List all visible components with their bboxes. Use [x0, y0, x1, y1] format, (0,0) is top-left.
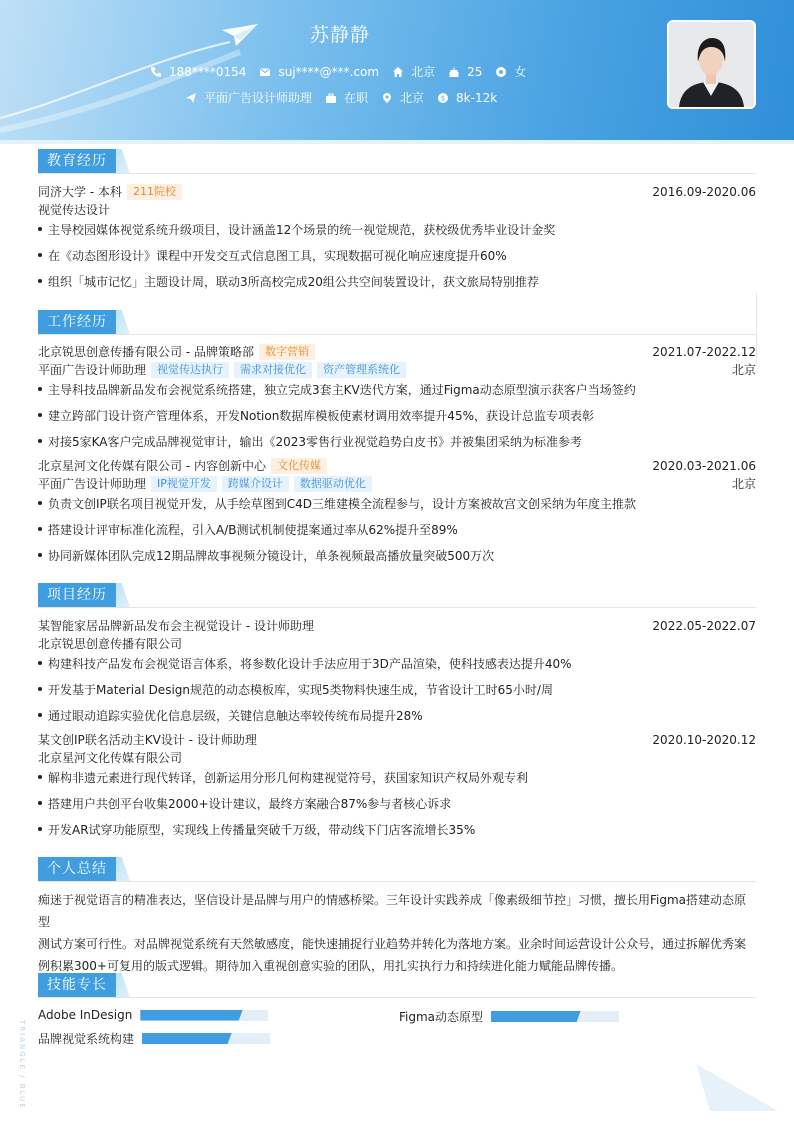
position-item — [185, 89, 312, 106]
skill-name: Figma动态原型 — [399, 1010, 484, 1024]
section-title-project — [38, 583, 130, 607]
project-header-row — [38, 731, 756, 748]
section-label: 技能专长 — [38, 973, 116, 997]
gender-icon — [495, 66, 507, 78]
phone-text: 188****0154 — [169, 64, 247, 79]
skill-name: Adobe InDesign — [38, 1008, 133, 1022]
section-title-education — [38, 149, 130, 173]
skill-tag: 需求对接优化 — [234, 362, 312, 378]
section-title-tail — [116, 973, 130, 997]
candidate-name: 苏静静 — [309, 24, 370, 46]
major-name: 视觉传达设计 — [38, 203, 111, 217]
gender-item — [495, 63, 526, 80]
section-divider — [38, 881, 756, 882]
work-location: 北京 — [731, 363, 756, 377]
project-title: 某智能家居品牌新品发布会主视觉设计 - 设计师助理 — [38, 619, 314, 633]
list-item: 解构非遗元素进行现代转译，创新运用分形几何构建视觉符号，获国家知识产权局外观专利 — [38, 769, 756, 786]
section-label: 教育经历 — [38, 149, 116, 173]
industry-tag: 数字营销 — [259, 344, 315, 360]
list-item: 主导科技品牌新品发布会视觉系统搭建，独立完成3套主KV迭代方案，通过Figma动态原型演示获客户当场签约 — [38, 381, 756, 398]
list-item: 主导校园媒体视觉系统升级项目，设计涵盖12个场景的统一视觉规范，获校级优秀毕业设计金奖 — [38, 221, 756, 238]
list-item: 负责文创IP联名项目视觉开发，从手绘草图到C4D三维建模全流程参与，设计方案被故宫文创采纳为年度主推款 — [38, 495, 756, 512]
location-icon — [381, 92, 393, 104]
work-role-row — [38, 475, 756, 492]
work-date: 2020.03-2021.06 — [652, 458, 756, 473]
phone-icon — [150, 66, 162, 78]
work-header-row — [38, 457, 756, 474]
svg-text:$: $ — [440, 94, 446, 102]
job-intent-row — [185, 89, 510, 106]
project-org-row — [38, 749, 756, 766]
phone-item — [150, 65, 246, 79]
list-item: 搭建用户共创平台收集2000+设计建议，最终方案融合87%参与者核心诉求 — [38, 795, 756, 812]
decorative-vertical-line — [756, 292, 757, 364]
salary-text: 8k-12k — [456, 90, 498, 105]
skill-tag: IP视觉开发 — [151, 476, 217, 492]
summary-line: 测试方案可行性。对品牌视觉系统有天然敏感度，能快速捕捉行业趋势并转化为落地方案。业余时间运营设计公众号，通过拆解优秀案 — [38, 937, 747, 951]
list-item: 在《动态图形设计》课程中开发交互式信息图工具，实现数据可视化响应速度提升60% — [38, 247, 756, 264]
project-header-row — [38, 617, 756, 634]
project-date: 2020.10-2020.12 — [652, 732, 756, 747]
email-item — [259, 65, 379, 79]
work-date: 2021.07-2022.12 — [652, 344, 756, 359]
skill-bar — [140, 1010, 268, 1021]
status-item — [325, 89, 368, 106]
skill-bar — [491, 1011, 619, 1022]
section-title-tail — [116, 149, 130, 173]
section-label: 个人总结 — [38, 857, 116, 881]
corner-triangle-decoration — [696, 1064, 786, 1114]
target-city-text: 北京 — [400, 91, 425, 105]
position-text: 平面广告设计师助理 — [204, 91, 313, 105]
contact-row — [150, 63, 539, 80]
list-item: 协同新媒体团队完成12期品牌故事视频分镜设计，单条视频最高播放量突破500万次 — [38, 547, 756, 564]
age-item — [448, 65, 482, 79]
school-tag: 211院校 — [127, 184, 182, 200]
portrait-image — [669, 22, 754, 107]
list-item: 组织「城市记忆」主题设计周，联动3所高校完成20组公共空间装置设计，获文旅局特别推荐 — [38, 273, 756, 290]
briefcase-icon — [325, 92, 337, 104]
skill-item — [38, 1008, 268, 1022]
list-item: 构建科技产品发布会视觉语言体系，将参数化设计手法应用于3D产品渲染，使科技感表达提升40% — [38, 655, 756, 672]
skill-bar-fill — [140, 1010, 242, 1021]
work-role-row — [38, 361, 756, 378]
skill-bar-fill — [491, 1011, 581, 1022]
work-location: 北京 — [731, 477, 756, 491]
skill-item — [38, 1030, 270, 1047]
major-row — [38, 201, 756, 218]
side-watermark-text: TRIANGLE / BLUE — [18, 1020, 26, 1110]
cake-icon — [448, 66, 460, 78]
list-item: 对接5家KA客户完成品牌视觉审计，输出《2023零售行业视觉趋势白皮书》并被集团采纳为标准参考 — [38, 433, 756, 450]
list-item: 开发基于Material Design规范的动态模板库，实现5类物料快速生成，节省设计工时65小时/周 — [38, 681, 756, 698]
skill-item — [399, 1008, 619, 1025]
section-label: 项目经历 — [38, 583, 116, 607]
role-name: 平面广告设计师助理 — [38, 363, 147, 377]
city-item — [392, 63, 435, 80]
work-header-row — [38, 343, 756, 360]
age-text: 25 — [467, 64, 483, 79]
company-name: 北京锐思创意传播有限公司 - 品牌策略部 — [38, 345, 254, 359]
section-title-work — [38, 310, 130, 334]
send-icon — [185, 92, 197, 104]
education-date: 2016.09-2020.06 — [652, 184, 756, 199]
section-divider — [38, 173, 756, 174]
header-band — [0, 140, 794, 144]
project-org-row — [38, 635, 756, 652]
project-org: 北京锐思创意传播有限公司 — [38, 637, 183, 651]
project-org: 北京星河文化传媒有限公司 — [38, 751, 183, 765]
skill-name: 品牌视觉系统构建 — [38, 1032, 135, 1046]
email-text: suj****@***.com — [278, 64, 380, 79]
section-title-skills — [38, 973, 130, 997]
skill-tag: 跨媒介设计 — [222, 476, 289, 492]
money-icon — [437, 92, 449, 104]
list-item: 通过眼动追踪实验优化信息层级，关键信息触达率较传统布局提升28% — [38, 707, 756, 724]
education-header-row — [38, 183, 756, 200]
skill-tag: 资产管理系统化 — [317, 362, 406, 378]
target-city-item — [381, 89, 424, 106]
section-divider — [38, 997, 756, 998]
role-name: 平面广告设计师助理 — [38, 477, 147, 491]
section-title-tail — [116, 310, 130, 334]
status-text: 在职 — [344, 91, 369, 105]
school-name: 同济大学 - 本科 — [38, 185, 122, 199]
list-item: 开发AR试穿功能原型，实现线上传播量突破千万级，带动线下门店客流增长35% — [38, 821, 756, 838]
list-item: 搭建设计评审标准化流程，引入A/B测试机制使提案通过率从62%提升至89% — [38, 521, 756, 538]
industry-tag: 文化传媒 — [271, 458, 327, 474]
home-icon — [392, 66, 404, 78]
city-text: 北京 — [411, 65, 436, 79]
skill-tag: 视觉传达执行 — [151, 362, 229, 378]
section-title-tail — [116, 583, 130, 607]
skill-tag: 数据驱动优化 — [294, 476, 372, 492]
summary-paragraph — [38, 889, 756, 977]
section-divider — [38, 607, 756, 608]
gender-text: 女 — [514, 65, 527, 79]
list-item: 建立跨部门设计资产管理体系，开发Notion数据库模板使素材调用效率提升45%，获设计总监专项表彰 — [38, 407, 756, 424]
skill-bar — [142, 1033, 270, 1044]
salary-item — [437, 91, 497, 105]
section-title-tail — [116, 857, 130, 881]
mail-icon — [259, 66, 271, 78]
summary-line: 痴迷于视觉语言的精准表达，坚信设计是品牌与用户的情感桥梁。三年设计实践养成「像素级细节控」习惯，擅长用Figma搭建动态原型 — [38, 893, 747, 929]
project-date: 2022.05-2022.07 — [652, 618, 756, 633]
section-title-summary — [38, 857, 130, 881]
project-title: 某文创IP联名活动主KV设计 - 设计师助理 — [38, 733, 257, 747]
summary-line: 例积累300+可复用的版式逻辑。期待加入重视创意实验的团队，用扎实执行力和持续进化能力赋能品牌传播。 — [38, 959, 623, 973]
company-name: 北京星河文化传媒有限公司 - 内容创新中心 — [38, 459, 266, 473]
skill-bar-fill — [142, 1033, 232, 1044]
section-label: 工作经历 — [38, 310, 116, 334]
section-divider — [38, 334, 756, 335]
avatar — [667, 20, 756, 109]
